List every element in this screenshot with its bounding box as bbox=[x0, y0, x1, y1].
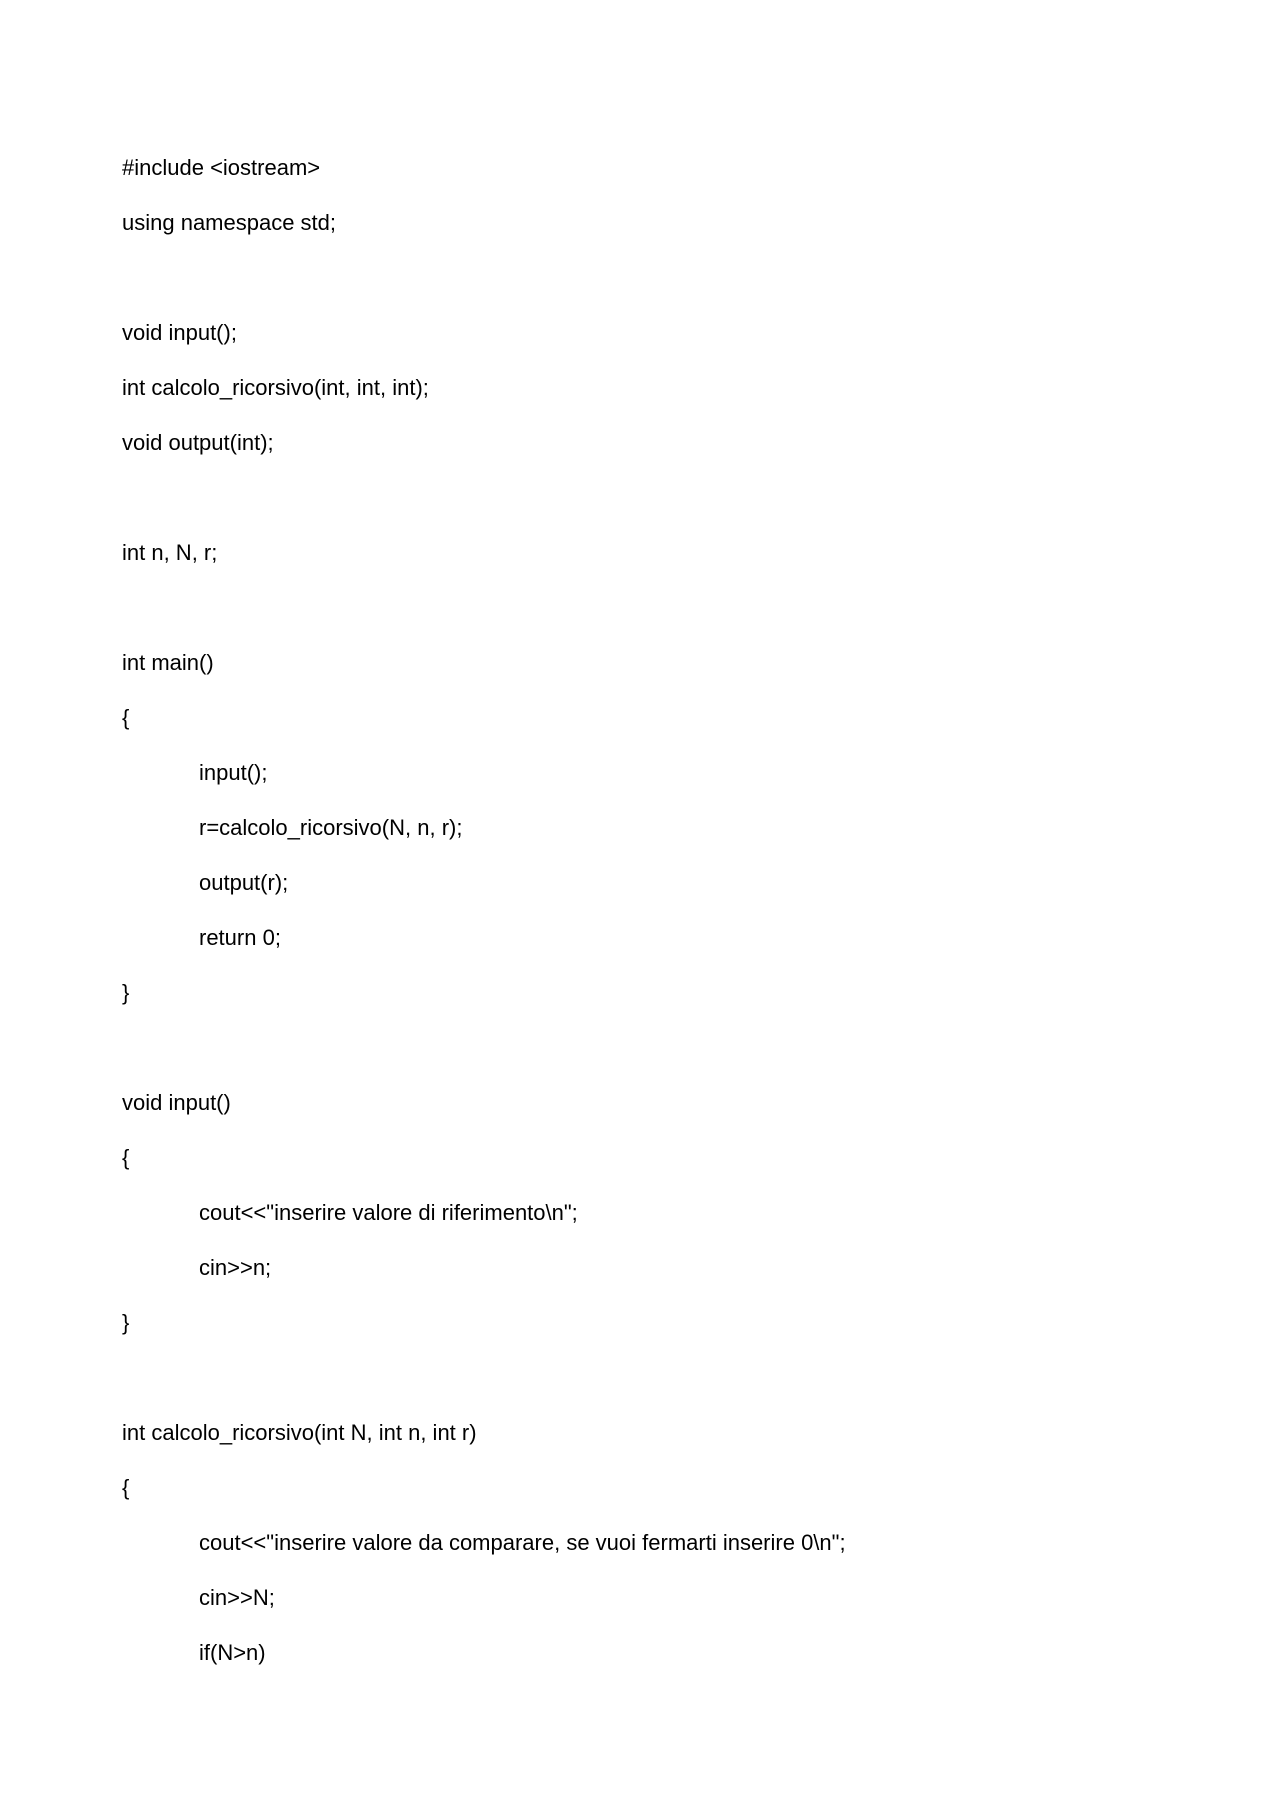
code-line-main-return: return 0; bbox=[199, 925, 281, 950]
code-line-main-signature: int main() bbox=[122, 650, 214, 675]
code-line-using-namespace: using namespace std; bbox=[122, 210, 337, 235]
code-line-globals: int n, N, r; bbox=[122, 540, 218, 565]
code-line-calcolo-cout: cout<<"inserire valore da comparare, se vuoi fermarti inserire 0\n"; bbox=[199, 1530, 846, 1555]
code-line-input-cout: cout<<"inserire valore di riferimento\n"; bbox=[199, 1200, 578, 1225]
code-line-input-open-brace: { bbox=[122, 1145, 130, 1170]
code-line-calcolo-cin: cin>>N; bbox=[199, 1585, 275, 1610]
code-line-main-output-call: output(r); bbox=[199, 870, 289, 895]
code-line-main-calcolo-call: r=calcolo_ricorsivo(N, n, r); bbox=[199, 815, 463, 840]
code-line-output-prototype: void output(int); bbox=[122, 430, 274, 455]
code-line-input-close-brace: } bbox=[122, 1310, 130, 1335]
code-line-main-close-brace: } bbox=[122, 980, 130, 1005]
code-line-main-open-brace: { bbox=[122, 705, 130, 730]
code-line-main-input-call: input(); bbox=[199, 760, 268, 785]
code-line-calcolo-if: if(N>n) bbox=[199, 1640, 266, 1665]
code-line-input-prototype: void input(); bbox=[122, 320, 237, 345]
code-line-calcolo-open-brace: { bbox=[122, 1475, 130, 1500]
code-line-input-signature: void input() bbox=[122, 1090, 231, 1115]
code-line-calcolo-prototype: int calcolo_ricorsivo(int, int, int); bbox=[122, 375, 429, 400]
code-line-include: #include <iostream> bbox=[122, 155, 321, 180]
code-line-input-cin: cin>>n; bbox=[199, 1255, 272, 1280]
code-line-calcolo-signature: int calcolo_ricorsivo(int N, int n, int r) bbox=[122, 1420, 477, 1445]
